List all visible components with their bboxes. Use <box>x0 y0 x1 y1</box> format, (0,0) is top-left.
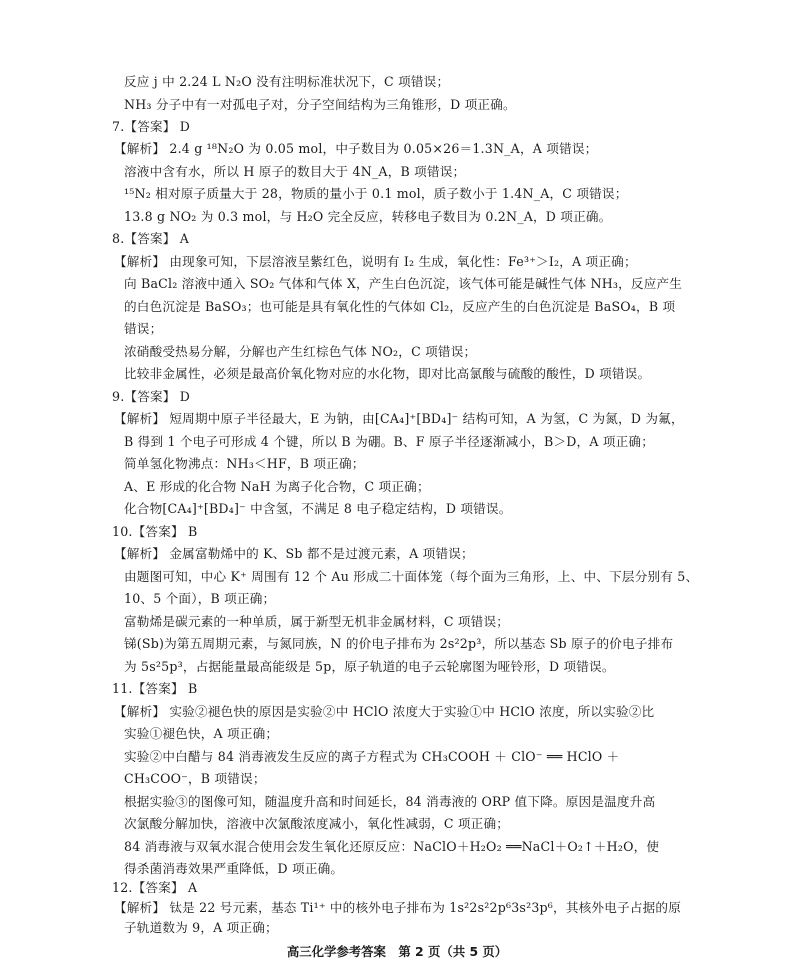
text-line: 错误； <box>124 321 163 336</box>
text-line: 次氯酸分解加快，溶液中次氯酸浓度减小，氧化性减弱，C 项正确； <box>124 816 510 831</box>
text-line: 锑(Sb)为第五周期元素，与氮同族，N 的价电子排布为 2s²2p³，所以基态 Sb 原子的价电子排布 <box>124 636 674 651</box>
text-line: ¹⁵N₂ 相对原子质量大于 28，物质的量小于 0.1 mol，质子数小于 1.4N_A，C 项错误； <box>124 186 628 201</box>
answer-heading: 12.【答案】 A <box>112 880 198 895</box>
answer-heading: 7.【答案】 D <box>112 119 191 134</box>
answer-heading: 11.【答案】 B <box>112 681 198 696</box>
text-line: 由题图可知，中心 K⁺ 周围有 12 个 Au 形成二十面体笼（每个面为三角形，上、中、下层分别有 5、 <box>124 569 699 584</box>
answer-heading: 8.【答案】 A <box>112 231 190 246</box>
text-line: 13.8 g NO₂ 为 0.3 mol，与 H₂O 完全反应，转移电子数目为 0.2N_A，D 项正确。 <box>124 209 612 224</box>
text-line: B 得到 1 个电子可形成 4 个键，所以 B 为硼。B、F 原子半径逐渐减小，B＞D，A 项正确； <box>124 434 655 449</box>
text-line: 为 5s²5p³，占据能量最高能级是 5p，原子轨道的电子云轮廓图为哑铃形，D 项错误。 <box>124 659 615 674</box>
text-line: 10、5 个面），B 项正确； <box>124 591 276 606</box>
text-line: 84 消毒液与双氧水混合使用会发生氧化还原反应：NaClO＋H₂O₂ ══NaCl＋O₂↑＋H₂O，使 <box>124 839 660 854</box>
analysis-line: 【解析】 由现象可知，下层溶液呈紫红色，说明有 I₂ 生成，氧化性：Fe³⁺＞I₂，A 项正确； <box>114 254 637 269</box>
text-line: 实验②中白醋与 84 消毒液发生反应的离子方程式为 CH₃COOH ＋ ClO⁻ ══ HClO ＋ <box>124 749 620 764</box>
text-line: A、E 形成的化合物 NaH 为离子化合物，C 项正确； <box>124 479 430 494</box>
page-footer: 高三化学参考答案 第 2 页（共 5 页） <box>286 944 508 959</box>
answer-heading: 10.【答案】 B <box>112 524 198 539</box>
text-line: 浓硝酸受热易分解，分解也产生红棕色气体 NO₂，C 项错误； <box>124 344 477 359</box>
analysis-line: 【解析】 钛是 22 号元素，基态 Ti¹⁺ 中的核外电子排布为 1s²2s²2p⁶3s²3p⁶，其核外电子占据的原 <box>114 900 681 915</box>
text-line: 比较非金属性，必须是最高价氧化物对应的水化物，即对比高氯酸与硫酸的酸性，D 项错误。 <box>124 366 651 381</box>
analysis-line: 【解析】 2.4 g ¹⁸N₂O 为 0.05 mol，中子数目为 0.05×26＝1.3N_A，A 项错误； <box>114 141 598 156</box>
text-line: 富勒烯是碳元素的一种单质，属于新型无机非金属材料，C 项错误； <box>124 614 510 629</box>
text-line: 子轨道数为 9，A 项正确； <box>124 920 278 935</box>
text-line: 得杀菌消毒效果严重降低，D 项正确。 <box>124 861 344 876</box>
analysis-line: 【解析】 金属富勒烯中的 K、Sb 都不是过渡元素，A 项错误； <box>114 546 474 561</box>
text-line: 化合物[CA₄]⁺[BD₄]⁻ 中含氢，不满足 8 电子稳定结构，D 项错误。 <box>124 501 512 516</box>
text-line: 简单氢化物沸点：NH₃＜HF，B 项正确； <box>124 456 365 471</box>
text-line: 的白色沉淀是 BaSO₃；也可能是具有氧化性的气体如 Cl₂，反应产生的白色沉淀是 BaSO₄，B 项 <box>124 299 676 314</box>
analysis-line: 【解析】 实验②褪色快的原因是实验②中 HClO 浓度大于实验①中 HClO 浓度，所以实验②比 <box>114 704 655 719</box>
text-line: CH₃COO⁻，B 项错误； <box>124 771 266 786</box>
text-line: 根据实验③的图像可知，随温度升高和时间延长，84 消毒液的 ORP 值下降。原因是温度升高 <box>124 794 656 809</box>
text-line: NH₃ 分子中有一对孤电子对，分子空间结构为三角锥形，D 项正确。 <box>124 97 516 112</box>
text-line: 实验①褪色快，A 项正确； <box>124 726 279 741</box>
answer-heading: 9.【答案】 D <box>112 389 191 404</box>
text-line: 向 BaCl₂ 溶液中通入 SO₂ 气体和气体 X，产生白色沉淀，该气体可能是碱性气体 NH₃，反应产生 <box>124 276 683 291</box>
text-line: 反应 j 中 2.24 L N₂O 没有注明标准状况下，C 项错误； <box>124 74 450 89</box>
text-line: 溶液中含有水，所以 H 原子的数目大于 4N_A，B 项错误； <box>124 164 466 179</box>
analysis-line: 【解析】 短周期中原子半径最大，E 为钠，由[CA₄]⁺[BD₄]⁻ 结构可知，A 为氢，C 为氮，D 为氟， <box>114 411 684 426</box>
